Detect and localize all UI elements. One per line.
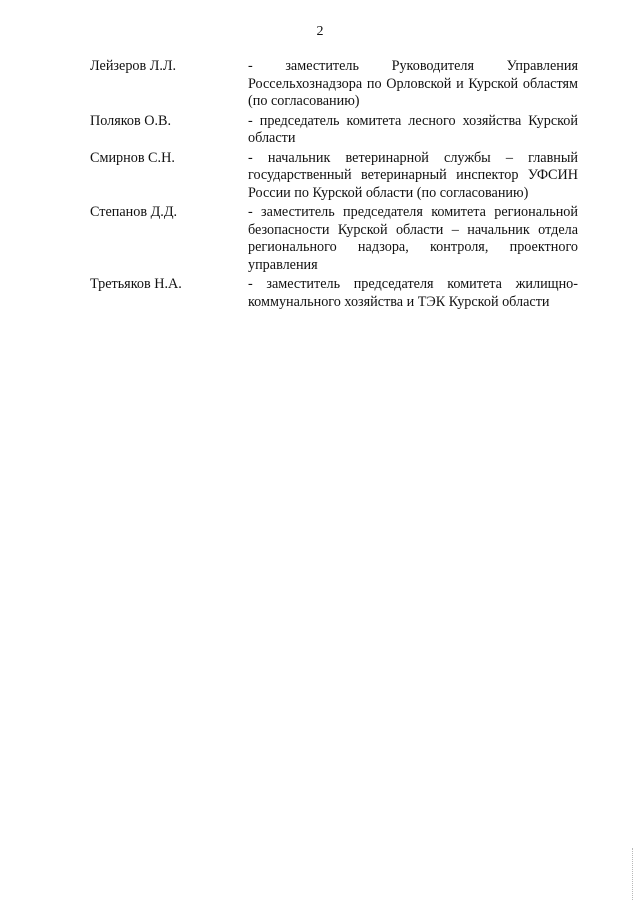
member-name: Степанов Д.Д. xyxy=(90,204,178,220)
member-position: - заместитель Руководителя Управления Россельхознадзора по Орловской и Курской областям (по согласованию) xyxy=(248,58,578,109)
member-position: - заместитель председателя комитета жилищно-коммунального хозяйства и ТЭК Курской области xyxy=(248,276,578,310)
page-number: 2 xyxy=(316,24,324,39)
member-row xyxy=(90,150,578,203)
member-row xyxy=(90,58,578,111)
member-name: Поляков О.В. xyxy=(90,112,172,129)
member-position: - заместитель председателя комитета региональной безопасности Курской области – начальник отдела регионального надзора, контроля, проектного управления xyxy=(248,204,578,273)
margin-scan-mark xyxy=(632,848,634,900)
member-position: - начальник ветеринарной службы – главный государственный ветеринарный инспектор УФСИН России по Курской области (по согласованию) xyxy=(248,149,578,201)
member-position: - председатель комитета лесного хозяйства Курской области xyxy=(248,112,578,146)
member-row xyxy=(90,113,578,148)
member-name: Лейзеров Л.Л. xyxy=(90,58,177,74)
members-list xyxy=(90,58,578,313)
member-row xyxy=(90,204,578,274)
member-name: Третьяков Н.А. xyxy=(90,276,182,292)
member-row xyxy=(90,276,578,311)
member-name: Смирнов С.Н. xyxy=(90,149,175,166)
